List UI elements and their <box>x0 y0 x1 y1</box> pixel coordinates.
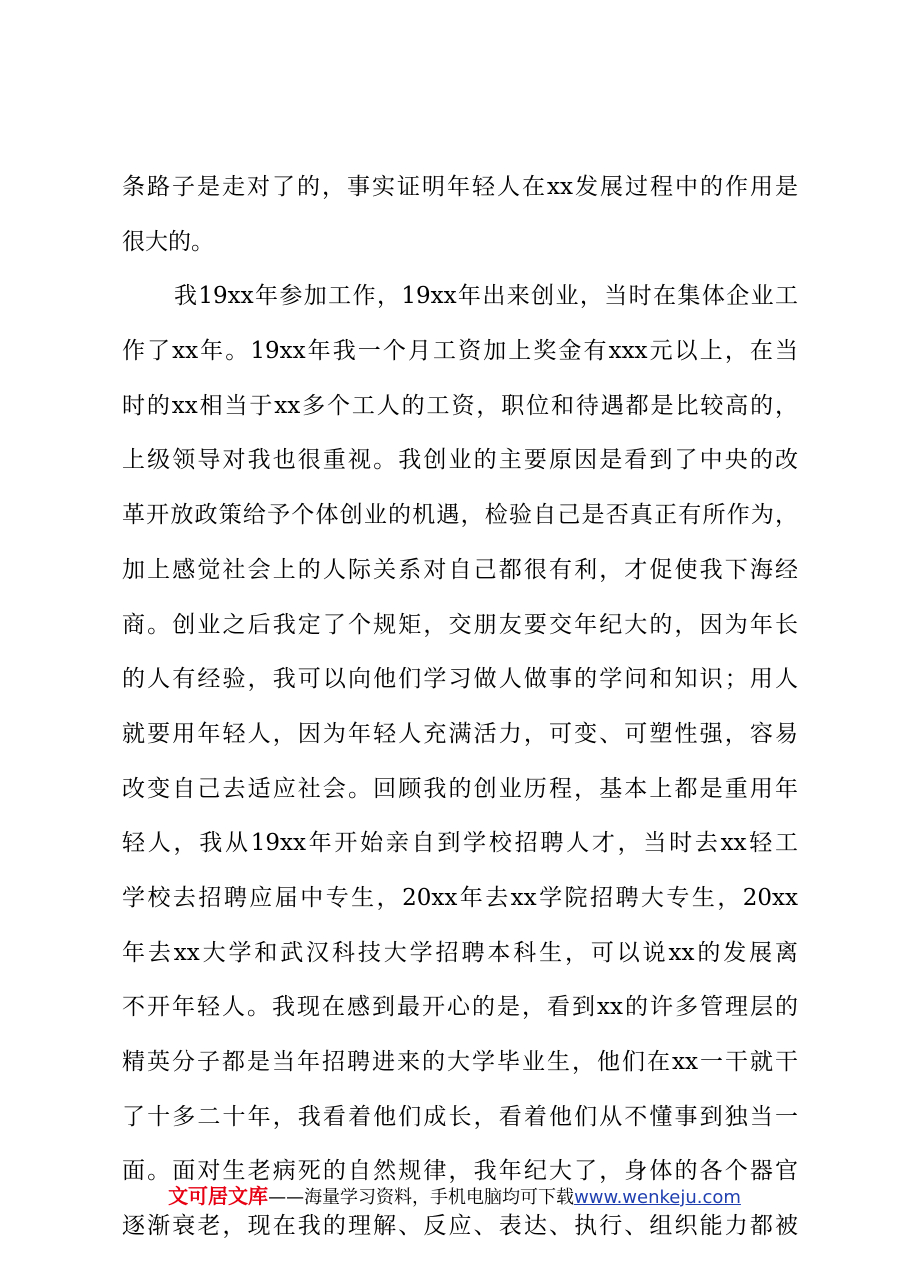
text-line: 加上感觉社会上的人际关系对自己都很有利，才促使我下海经 <box>122 556 798 583</box>
text-line: 了十多二十年，我看着他们成长，看着他们从不懂事到独当一 <box>122 1103 798 1130</box>
text-line: 改变自己去适应社会。回顾我的创业历程，基本上都是重用年 <box>122 775 798 802</box>
text-line: 逐渐衰老，现在我的理解、反应、表达、执行、组织能力都被 <box>122 1213 798 1240</box>
text-line: 学校去招聘应届中专生，20xx年去xx学院招聘大专生，20xx <box>122 884 798 911</box>
text-line: 不开年轻人。我现在感到最开心的是，看到xx的许多管理层的 <box>122 994 798 1021</box>
text-line: 很大的。 <box>122 228 214 255</box>
text-line: 上级领导对我也很重视。我创业的主要原因是看到了中央的改 <box>122 447 798 474</box>
text-line: 革开放政策给予个体创业的机遇，检验自己是否真正有所作为， <box>122 502 798 529</box>
text-line: 作了xx年。19xx年我一个月工资加上奖金有xxx元以上，在当 <box>122 338 798 365</box>
text-line: 轻人，我从19xx年开始亲自到学校招聘人才，当时去xx轻工 <box>122 830 798 857</box>
website-link[interactable]: www.wenkeju.com <box>574 1187 741 1208</box>
text-line: 年去xx大学和武汉科技大学招聘本科生，可以说xx的发展离 <box>122 939 798 966</box>
text-line: 就要用年轻人，因为年轻人充满活力，可变、可塑性强，容易 <box>122 720 798 747</box>
text-line: 面。面对生老病死的自然规律，我年纪大了，身体的各个器官 <box>122 1158 798 1185</box>
text-line: 我19xx年参加工作，19xx年出来创业，当时在集体企业工 <box>174 283 798 310</box>
text-line: 商。创业之后我定了个规矩，交朋友要交年纪大的，因为年长 <box>122 611 798 638</box>
text-line: 时的xx相当于xx多个工人的工资，职位和待遇都是比较高的， <box>122 392 798 419</box>
text-line: 条路子是走对了的，事实证明年轻人在xx发展过程中的作用是 <box>122 174 798 200</box>
text-line: 的人有经验，我可以向他们学习做人做事的学问和知识；用人 <box>122 666 798 693</box>
brand-name: 文可居文库 <box>168 1184 269 1208</box>
body-text <box>122 160 798 1254</box>
footer-slogan: ——海量学习资料，手机电脑均可下载 <box>268 1187 575 1208</box>
text-line: 精英分子都是当年招聘进来的大学毕业生，他们在xx一干就干 <box>122 1049 798 1075</box>
footer-banner <box>0 1180 909 1214</box>
